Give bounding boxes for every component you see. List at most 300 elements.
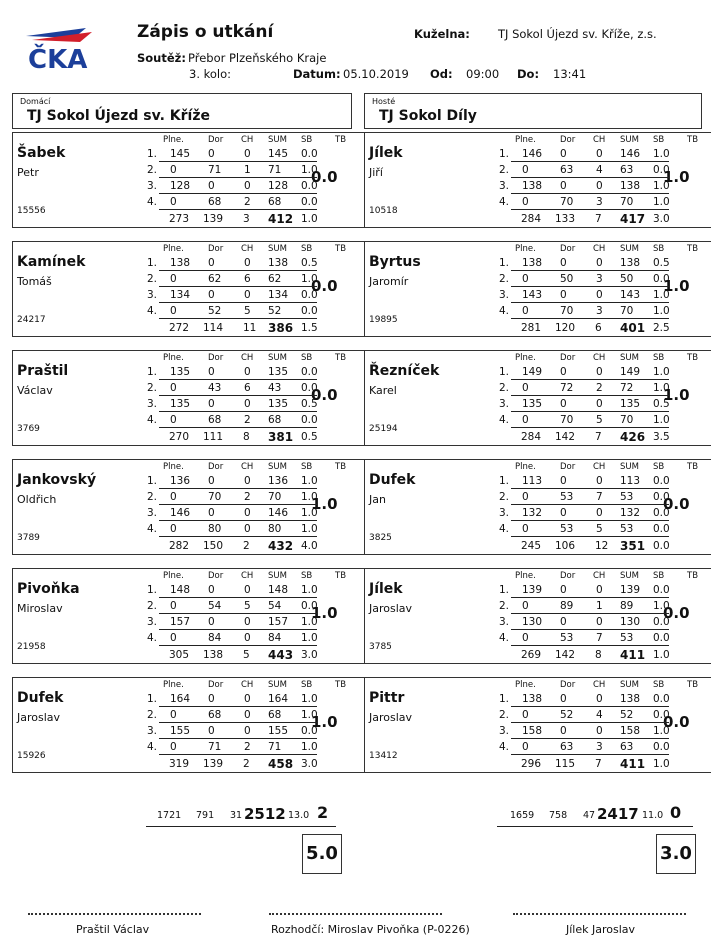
lane-ch: 4 [596,709,603,721]
lane-ch: 0 [596,693,603,705]
lane-plne: 0 [170,414,177,426]
player-reg-number: 21958 [17,642,46,652]
lane-number: 3. [499,289,510,301]
lane-ch: 0 [596,180,603,192]
lane-sb: 1.0 [653,725,670,737]
column-header: Dor [208,353,224,363]
total-ch: 11 [243,322,257,334]
lane-sb: 0.0 [653,741,670,753]
column-header: Dor [560,353,576,363]
lane-number: 1. [147,475,158,487]
lane-row [499,148,670,162]
player-surname: Dufek [17,690,64,706]
lane-ch: 0 [244,366,251,378]
column-header: SB [653,353,665,363]
home-team-name: TJ Sokol Újezd sv. Kříže [27,108,210,124]
total-plne: 284 [521,431,542,443]
column-header: TB [335,462,347,472]
lane-dor: 0 [208,289,215,301]
column-header: TB [687,571,699,581]
player-firstname: Tomáš [17,275,52,288]
total-dor: 139 [203,213,224,225]
lane-sum: 128 [268,180,289,192]
lane-ch: 0 [244,693,251,705]
total-ch: 3 [243,213,250,225]
lane-row [147,616,318,630]
lane-ch: 0 [596,289,603,301]
lane-dor: 0 [560,366,567,378]
lane-plne: 148 [170,584,191,596]
lane-plne: 0 [170,709,177,721]
lane-dor: 84 [208,632,222,644]
column-header: Plne. [163,462,184,472]
lane-plne: 128 [170,180,191,192]
lane-dor: 71 [208,741,222,753]
lane-sb: 0.0 [653,616,670,628]
lane-row [499,382,670,396]
lane-dor: 53 [560,523,574,535]
column-header: Plne. [163,135,184,145]
column-header: TB [687,680,699,690]
lane-sb: 0.0 [301,196,318,208]
lane-sb: 0.0 [301,382,318,394]
lane-row [147,632,318,646]
player-reg-number: 19895 [369,315,398,325]
player-total-row [511,758,669,771]
lane-number: 2. [499,382,510,394]
total-sum: 432 [268,539,294,553]
lane-number: 4. [147,632,158,644]
lane-ch: 0 [596,366,603,378]
lane-sum: 70 [268,491,282,503]
column-header: CH [593,353,606,363]
lane-sb: 1.0 [653,148,670,160]
lane-sb: 1.0 [301,693,318,705]
lane-ch: 0 [596,725,603,737]
column-header: CH [241,571,254,581]
date-value: 05.10.2019 [343,67,409,81]
total-sb: 1.5 [301,322,318,334]
lane-sum: 113 [620,475,641,487]
lane-sum: 138 [620,257,641,269]
lane-plne: 0 [170,382,177,394]
lane-plne: 138 [522,180,543,192]
lane-number: 3. [147,616,158,628]
player-total-row [159,758,317,771]
column-header-row [13,570,363,583]
total-dor: 142 [555,431,576,443]
player-reg-number: 13412 [369,751,398,761]
lane-sb: 1.0 [653,305,670,317]
totals-row [0,805,711,825]
away-total-ch: 47 [583,810,596,821]
lane-sum: 138 [268,257,289,269]
home-captain-name: Praštil Václav [76,923,150,936]
lane-ch: 5 [596,414,603,426]
total-sum: 412 [268,212,294,226]
lane-dor: 0 [560,584,567,596]
lane-number: 2. [499,273,510,285]
lane-number: 1. [499,584,510,596]
player-tb: 0.0 [663,495,690,513]
lane-sb: 1.0 [301,523,318,535]
alley-label: Kuželna: [414,27,470,41]
lane-dor: 0 [208,475,215,487]
lane-plne: 0 [522,164,529,176]
player-firstname: Miroslav [17,602,63,615]
lane-ch: 5 [244,600,251,612]
lane-sb: 0.0 [301,600,318,612]
lane-plne: 0 [522,523,529,535]
player-firstname: Václav [17,384,53,397]
lane-ch: 1 [596,600,603,612]
column-header: CH [593,244,606,254]
lane-sum: 54 [268,600,282,612]
lane-plne: 139 [522,584,543,596]
lane-plne: 155 [170,725,191,737]
lane-ch: 0 [244,148,251,160]
lane-sum: 130 [620,616,641,628]
lane-sum: 50 [620,273,634,285]
lane-ch: 0 [244,523,251,535]
column-header: SB [653,680,665,690]
lane-sum: 62 [268,273,282,285]
column-header: Plne. [163,571,184,581]
column-header: Dor [560,571,576,581]
lane-plne: 0 [170,196,177,208]
lane-sum: 138 [620,693,641,705]
lane-row [147,180,318,194]
column-header: CH [593,135,606,145]
home-total-plne: 1721 [157,810,182,821]
home-player-4 [12,459,365,555]
column-header: SUM [268,244,287,254]
away-player-3 [364,350,711,446]
lane-number: 4. [499,196,510,208]
lane-row [147,398,318,412]
home-total-sb: 13.0 [288,810,310,821]
lane-dor: 68 [208,196,222,208]
column-header: Dor [560,462,576,472]
lane-sb: 1.0 [653,289,670,301]
lane-sb: 0.0 [301,414,318,426]
column-header: SUM [268,462,287,472]
lane-sb: 1.0 [301,632,318,644]
lane-row [499,709,670,723]
lane-ch: 0 [244,180,251,192]
column-header: CH [593,462,606,472]
home-player-1 [12,132,365,228]
player-tb: 1.0 [311,713,338,731]
player-surname: Jílek [369,145,403,161]
lane-number: 3. [147,398,158,410]
home-signature-line [28,913,201,915]
lane-ch: 0 [596,257,603,269]
lane-plne: 0 [522,273,529,285]
player-total-row [159,431,317,444]
lane-sb: 0.0 [301,725,318,737]
lane-sum: 89 [620,600,634,612]
player-reg-number: 24217 [17,315,46,325]
total-sb: 0.0 [653,540,670,552]
lane-number: 3. [499,725,510,737]
total-dor: 115 [555,758,576,770]
lane-sb: 1.0 [653,196,670,208]
column-header: Dor [208,571,224,581]
lane-number: 3. [499,507,510,519]
lane-sb: 1.0 [653,180,670,192]
lane-plne: 135 [170,366,191,378]
column-header: SB [653,135,665,145]
lane-plne: 149 [522,366,543,378]
lane-number: 2. [147,600,158,612]
lane-sum: 68 [268,709,282,721]
lane-row [147,491,318,505]
lane-plne: 0 [170,523,177,535]
referee-name: Rozhodčí: Miroslav Pivoňka (P-0226) [271,923,470,936]
cka-logo [22,26,100,74]
column-header: SUM [620,462,639,472]
lane-dor: 68 [208,414,222,426]
total-dor: 142 [555,649,576,661]
lane-row [147,725,318,739]
lane-number: 4. [499,632,510,644]
to-value: 13:41 [553,67,587,81]
player-surname: Praštil [17,363,69,379]
home-player-3 [12,350,365,446]
total-ch: 7 [595,758,602,770]
lane-dor: 0 [208,725,215,737]
lane-dor: 54 [208,600,222,612]
total-plne: 270 [169,431,190,443]
lane-sb: 0.5 [301,398,318,410]
lane-sb: 0.0 [653,475,670,487]
lane-plne: 0 [170,741,177,753]
lane-number: 4. [147,196,158,208]
lane-sb: 0.0 [653,709,670,721]
lane-sum: 63 [620,741,634,753]
lane-ch: 0 [244,584,251,596]
lane-sum: 138 [620,180,641,192]
player-surname: Kamínek [17,254,86,270]
lane-sb: 0.0 [653,273,670,285]
lane-sum: 135 [268,366,289,378]
lane-sum: 146 [620,148,641,160]
column-header: SUM [620,571,639,581]
home-total-sum: 2512 [244,805,286,823]
lane-sum: 135 [268,398,289,410]
lane-number: 3. [147,725,158,737]
column-header: Plne. [515,462,536,472]
player-total-row [511,431,669,444]
lane-dor: 52 [560,709,574,721]
lane-row [147,414,318,428]
lane-sum: 71 [268,164,282,176]
lane-number: 1. [499,475,510,487]
lane-row [147,507,318,521]
lane-row [499,741,670,755]
lane-plne: 0 [170,491,177,503]
column-header: TB [687,353,699,363]
lane-plne: 0 [522,491,529,503]
column-header: SUM [620,353,639,363]
date-label: Datum: [293,67,341,81]
lane-ch: 0 [244,616,251,628]
lane-sum: 72 [620,382,634,394]
player-surname: Pittr [369,690,405,706]
lane-number: 2. [499,709,510,721]
column-header: SB [301,353,313,363]
column-header: TB [687,135,699,145]
lane-plne: 0 [522,741,529,753]
column-header: CH [241,135,254,145]
total-sb: 0.5 [301,431,318,443]
player-reg-number: 3769 [17,424,40,434]
lane-plne: 135 [170,398,191,410]
away-total-sb: 11.0 [642,810,664,821]
lane-number: 3. [147,507,158,519]
player-total-row [159,649,317,662]
home-player-2 [12,241,365,337]
lane-row [147,523,318,537]
lane-row [147,741,318,755]
column-header: SB [301,244,313,254]
total-dor: 139 [203,758,224,770]
lane-row [499,491,670,505]
player-reg-number: 15556 [17,206,46,216]
lane-sb: 1.0 [653,414,670,426]
lane-row [147,693,318,707]
lane-plne: 146 [170,507,191,519]
column-header-row [365,679,711,692]
lane-plne: 0 [522,709,529,721]
lane-plne: 0 [170,305,177,317]
lane-dor: 0 [560,616,567,628]
lane-number: 4. [499,523,510,535]
lane-sb: 0.0 [653,491,670,503]
lane-row [499,414,670,428]
lane-row [147,273,318,287]
lane-sb: 0.0 [653,693,670,705]
column-header: TB [335,571,347,581]
lane-number: 3. [499,180,510,192]
lane-number: 1. [147,257,158,269]
lane-plne: 0 [170,164,177,176]
player-surname: Řezníček [369,363,440,379]
column-header: Plne. [515,244,536,254]
player-surname: Šabek [17,145,66,161]
lane-sum: 84 [268,632,282,644]
lane-dor: 0 [560,180,567,192]
player-surname: Jílek [369,581,403,597]
total-ch: 7 [595,431,602,443]
total-sb: 1.0 [653,649,670,661]
lane-number: 2. [147,164,158,176]
lane-row [499,632,670,646]
total-sum: 417 [620,212,646,226]
lane-row [499,164,670,178]
away-label: Hosté [372,97,396,106]
lane-row [147,475,318,489]
lane-ch: 2 [244,196,251,208]
lane-dor: 0 [208,584,215,596]
lane-row [499,600,670,614]
logo-text: ČKA [28,45,88,74]
total-sb: 3.0 [301,758,318,770]
total-plne: 296 [521,758,542,770]
round-label: 3. kolo: [189,67,232,81]
lane-dor: 50 [560,273,574,285]
lane-plne: 145 [170,148,191,160]
lane-ch: 0 [244,475,251,487]
lane-row [147,305,318,319]
total-sb: 3.5 [653,431,670,443]
lane-dor: 89 [560,600,574,612]
lane-dor: 0 [208,366,215,378]
lane-dor: 71 [208,164,222,176]
lane-sb: 0.5 [301,257,318,269]
total-sum: 351 [620,539,646,553]
lane-sum: 136 [268,475,289,487]
lane-plne: 0 [170,273,177,285]
player-total-row [159,213,317,226]
player-total-row [511,649,669,662]
player-reg-number: 25194 [369,424,398,434]
total-dor: 138 [203,649,224,661]
lane-dor: 72 [560,382,574,394]
lane-sum: 63 [620,164,634,176]
column-header-row [365,134,711,147]
lane-sum: 135 [620,398,641,410]
lane-sb: 1.0 [653,366,670,378]
lane-sum: 145 [268,148,289,160]
player-reg-number: 3789 [17,533,40,543]
lane-plne: 134 [170,289,191,301]
lane-sb: 0.0 [653,632,670,644]
lane-ch: 2 [244,414,251,426]
lane-dor: 70 [560,196,574,208]
column-header-row [13,461,363,474]
lane-sum: 134 [268,289,289,301]
column-header: Dor [560,244,576,254]
away-total-plne: 1659 [510,810,535,821]
total-plne: 272 [169,322,190,334]
lane-dor: 0 [208,616,215,628]
lane-sum: 68 [268,196,282,208]
lane-dor: 0 [208,180,215,192]
total-dor: 133 [555,213,576,225]
player-reg-number: 15926 [17,751,46,761]
lane-sb: 1.0 [653,382,670,394]
lane-row [499,180,670,194]
lane-row [499,725,670,739]
player-reg-number: 3785 [369,642,392,652]
lane-dor: 53 [560,632,574,644]
lane-ch: 2 [596,382,603,394]
player-total-row [511,213,669,226]
lane-sum: 132 [620,507,641,519]
total-dor: 114 [203,322,224,334]
lane-ch: 2 [244,741,251,753]
lane-dor: 70 [560,305,574,317]
lane-dor: 68 [208,709,222,721]
lane-dor: 0 [208,148,215,160]
lane-sum: 70 [620,305,634,317]
lane-row [499,305,670,319]
column-header-row [13,243,363,256]
lane-plne: 143 [522,289,543,301]
lane-sb: 1.0 [301,491,318,503]
